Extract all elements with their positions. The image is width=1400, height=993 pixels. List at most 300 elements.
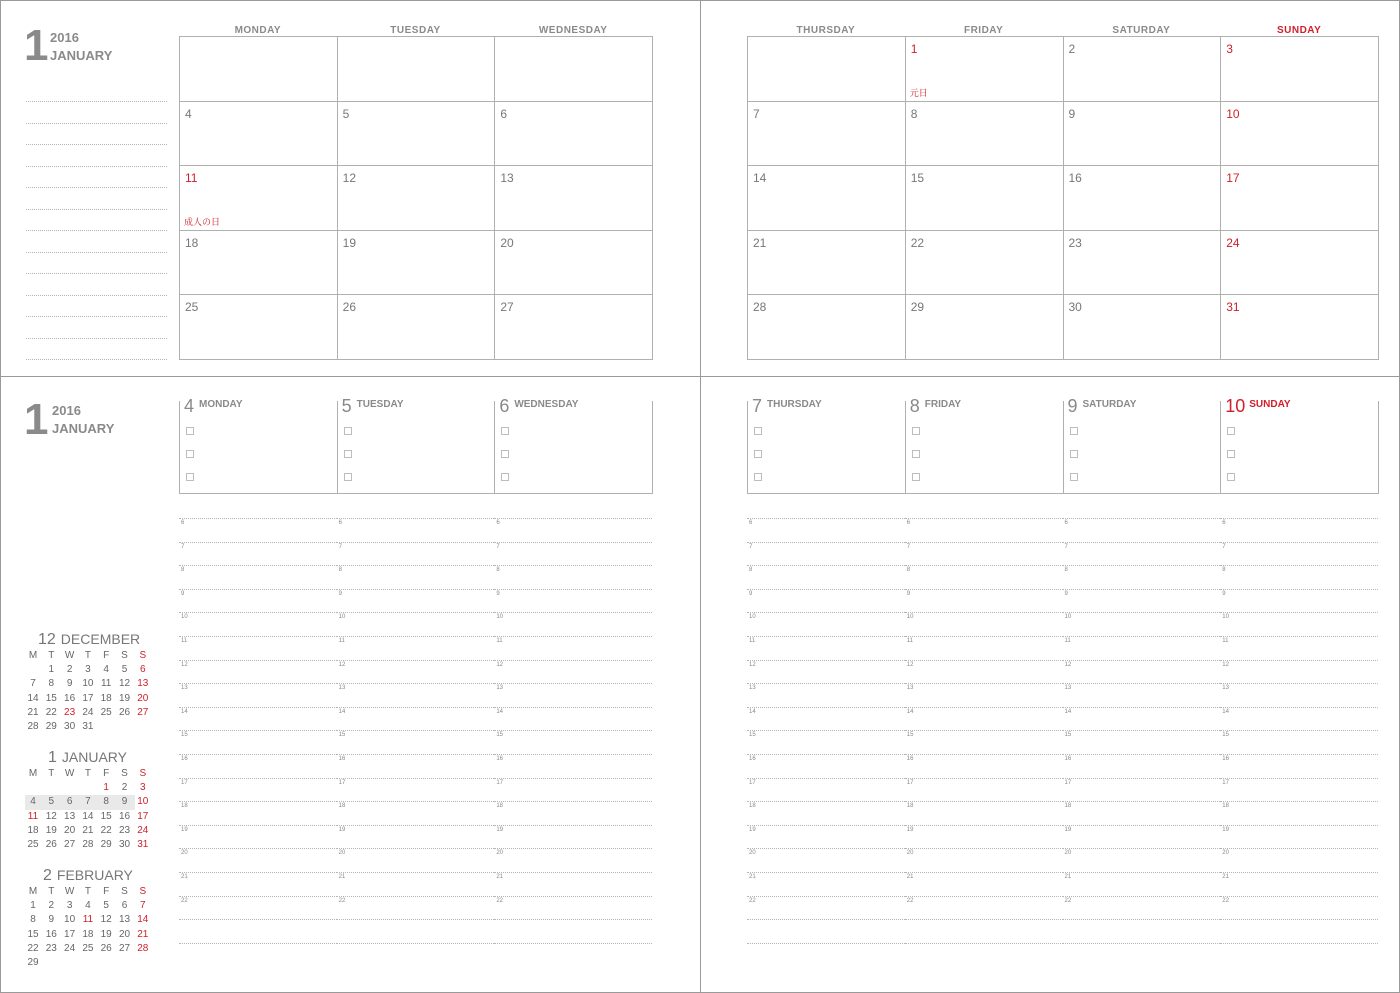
hour-label: 17: [338, 779, 346, 786]
hour-label: 16: [749, 756, 756, 762]
hour-line: [494, 919, 652, 920]
mini-day[interactable]: 11: [100, 678, 112, 690]
hour-line: [494, 848, 652, 849]
day-cell[interactable]: [338, 166, 496, 231]
mini-day[interactable]: 13: [118, 914, 131, 926]
hour-line: [747, 683, 905, 684]
hour-label: 15: [1222, 732, 1229, 739]
day-cell[interactable]: [338, 102, 496, 167]
mini-day[interactable]: 27: [137, 706, 149, 718]
mini-day[interactable]: 10: [137, 796, 149, 808]
note-line: [26, 359, 167, 360]
day-cell[interactable]: [495, 102, 653, 167]
hour-line: [1063, 660, 1221, 661]
mini-day[interactable]: 6: [66, 796, 73, 808]
hour-label: 14: [749, 708, 756, 715]
weekday-letter: W: [64, 886, 75, 897]
todo-checkbox[interactable]: [1227, 473, 1235, 481]
day-cell[interactable]: [180, 102, 338, 167]
hour-label: 7: [1064, 543, 1068, 550]
mini-day[interactable]: 14: [137, 914, 149, 926]
hour-line: [1220, 778, 1378, 779]
day-column-sunday: [1220, 396, 1378, 494]
day-cell[interactable]: [906, 295, 1064, 360]
day-cell[interactable]: [1064, 231, 1222, 296]
mini-day[interactable]: 25: [100, 706, 112, 718]
mini-day[interactable]: 22: [100, 824, 112, 836]
hour-label: 10: [338, 614, 346, 621]
mini-day[interactable]: 9: [66, 678, 73, 690]
hour-line: [337, 943, 495, 944]
mini-day[interactable]: 1: [30, 900, 36, 912]
hour-label: 21: [181, 874, 188, 880]
hour-label: 16: [1064, 756, 1072, 762]
day-number: 30: [1068, 300, 1082, 315]
day-cell[interactable]: [180, 295, 338, 360]
day-cell[interactable]: [495, 37, 653, 102]
todo-checkbox[interactable]: [501, 450, 509, 458]
column-divider: [179, 401, 180, 494]
hour-line: [747, 801, 905, 802]
hour-label: 21: [749, 874, 756, 880]
hour-line: [1220, 565, 1378, 566]
mini-day[interactable]: 27: [64, 839, 76, 850]
hour-label: 19: [1064, 826, 1072, 833]
hour-label: 13: [1222, 685, 1229, 692]
mini-day[interactable]: 8: [30, 914, 36, 926]
hour-label: 13: [181, 685, 188, 692]
hour-line: [1063, 778, 1221, 779]
mini-day[interactable]: 15: [100, 810, 112, 822]
day-number: 25: [185, 300, 199, 315]
day-name: SATURDAY: [1082, 399, 1137, 410]
weekday-letter: M: [28, 650, 38, 661]
mini-day[interactable]: 5: [121, 664, 128, 676]
day-column-wednesday: [494, 396, 652, 494]
day-cell[interactable]: [495, 166, 653, 231]
mini-day[interactable]: 21: [137, 928, 149, 940]
mini-day[interactable]: 16: [64, 692, 76, 704]
mini-day[interactable]: 1: [48, 664, 55, 676]
hour-label: 14: [1222, 708, 1229, 715]
mini-day[interactable]: 20: [118, 928, 131, 940]
hour-line: [905, 660, 1063, 661]
mini-day[interactable]: 7: [140, 900, 146, 912]
weekday-letter: S: [139, 768, 147, 779]
todo-checkbox[interactable]: [1227, 427, 1235, 435]
mini-day[interactable]: 29: [27, 957, 39, 968]
hour-label: 11: [181, 638, 188, 644]
todo-checkbox[interactable]: [186, 427, 194, 435]
day-cell[interactable]: [748, 295, 906, 360]
mini-day[interactable]: 14: [27, 692, 39, 704]
hour-label: 8: [181, 567, 185, 574]
mini-day[interactable]: 6: [121, 900, 128, 912]
hour-label: 10: [1222, 614, 1229, 621]
mini-day[interactable]: 15: [45, 692, 57, 704]
note-line: [26, 338, 167, 339]
day-cell[interactable]: [495, 231, 653, 296]
day-cell[interactable]: [906, 37, 1064, 102]
todo-checkbox[interactable]: [754, 450, 762, 458]
day-cell[interactable]: [1064, 166, 1222, 231]
mini-day[interactable]: 18: [82, 928, 94, 940]
mini-day[interactable]: 28: [82, 839, 94, 850]
mini-day[interactable]: 7: [30, 678, 36, 690]
note-line: [26, 187, 167, 188]
mini-day[interactable]: 13: [64, 810, 76, 822]
mini-day[interactable]: 20: [137, 692, 149, 704]
mini-day[interactable]: 26: [45, 839, 57, 850]
mini-day[interactable]: 24: [137, 824, 149, 836]
mini-day[interactable]: 5: [48, 796, 55, 808]
hour-line: [747, 778, 905, 779]
day-cell[interactable]: [1221, 166, 1379, 231]
note-line: [26, 209, 167, 210]
day-cell[interactable]: [748, 231, 906, 296]
mini-month-title: [43, 867, 133, 885]
hour-line: [1220, 825, 1378, 826]
mini-day[interactable]: 20: [64, 824, 76, 836]
hour-line: [905, 801, 1063, 802]
hour-label: 15: [496, 732, 504, 739]
mini-day[interactable]: 15: [27, 928, 39, 940]
mini-day[interactable]: 6: [140, 664, 146, 676]
weekday-letter: T: [84, 768, 91, 779]
day-number: 9: [1067, 396, 1078, 416]
mini-day[interactable]: 13: [137, 678, 149, 690]
day-header-friday: FRIDAY: [963, 25, 1004, 36]
hour-line: [1220, 612, 1378, 613]
hour-label: 21: [906, 874, 914, 880]
hour-label: 19: [181, 826, 188, 833]
day-cell[interactable]: [1221, 37, 1379, 102]
mini-day[interactable]: 2: [121, 782, 128, 794]
hour-line: [337, 730, 495, 731]
day-cell[interactable]: [1064, 102, 1222, 167]
hour-line: [905, 683, 1063, 684]
hour-line: [494, 683, 652, 684]
hour-label: 17: [1222, 779, 1229, 786]
holiday-label: 成人の日: [184, 216, 221, 227]
hour-line: [905, 612, 1063, 613]
todo-checkbox[interactable]: [186, 450, 194, 458]
day-name: THURSDAY: [767, 399, 822, 410]
hour-label: 19: [749, 826, 756, 833]
day-cell[interactable]: [338, 37, 496, 102]
mini-day[interactable]: 28: [27, 721, 39, 732]
hour-line: [494, 589, 652, 590]
todo-checkbox[interactable]: [754, 427, 762, 435]
day-number: 4: [184, 396, 195, 416]
day-header-sunday: SUNDAY: [1276, 25, 1322, 36]
hour-label: 6: [749, 520, 753, 526]
todo-checkbox[interactable]: [1070, 473, 1078, 481]
weekday-letter: S: [139, 650, 147, 661]
mini-month-number: 12: [38, 631, 56, 648]
hour-line: [337, 683, 495, 684]
hour-label: 8: [749, 567, 753, 574]
day-number: 23: [1068, 235, 1082, 250]
hour-label: 12: [1064, 661, 1072, 668]
hour-line: [337, 919, 495, 920]
mini-day[interactable]: 22: [27, 942, 39, 954]
todo-checkbox[interactable]: [344, 450, 352, 458]
mini-day[interactable]: 10: [82, 678, 94, 690]
day-cell[interactable]: [495, 295, 653, 360]
day-cell[interactable]: [180, 166, 338, 231]
mini-day[interactable]: 25: [82, 942, 94, 954]
mini-day[interactable]: 24: [64, 942, 76, 954]
day-name: TUESDAY: [356, 399, 404, 410]
day-cell[interactable]: [906, 102, 1064, 167]
day-cell[interactable]: [1221, 295, 1379, 360]
mini-day[interactable]: 21: [27, 706, 39, 718]
hour-line: [905, 754, 1063, 755]
hour-line: [1220, 801, 1378, 802]
mini-day[interactable]: 18: [100, 692, 112, 704]
hour-line: [905, 636, 1063, 637]
hour-line: [1063, 683, 1221, 684]
hour-line: [905, 518, 1063, 519]
weekday-letter: F: [103, 768, 110, 779]
hour-line: [179, 565, 337, 566]
column-divider: [1220, 401, 1221, 494]
mini-day[interactable]: 11: [27, 810, 39, 822]
hour-line: [1220, 589, 1378, 590]
mini-day[interactable]: 4: [85, 900, 91, 912]
hour-label: 9: [1222, 590, 1226, 597]
day-cell[interactable]: [906, 231, 1064, 296]
mini-day[interactable]: 17: [137, 810, 149, 822]
mini-day[interactable]: 26: [100, 942, 112, 954]
day-cell[interactable]: [180, 37, 338, 102]
day-cell[interactable]: [906, 166, 1064, 231]
day-name: WEDNESDAY: [514, 399, 579, 410]
day-header-wednesday: WEDNESDAY: [538, 25, 608, 36]
hour-label: 13: [338, 685, 346, 692]
hour-line: [494, 707, 652, 708]
hour-label: 8: [1064, 567, 1068, 574]
mini-day[interactable]: 29: [45, 721, 57, 732]
mini-day[interactable]: 10: [64, 914, 76, 926]
day-number: 7: [753, 106, 760, 121]
hour-line: [1063, 636, 1221, 637]
hour-label: 9: [338, 590, 342, 597]
mini-day[interactable]: 28: [137, 942, 149, 954]
mini-day[interactable]: 12: [100, 914, 112, 926]
hour-line: [905, 778, 1063, 779]
hour-label: 11: [338, 638, 345, 644]
hour-line: [747, 754, 905, 755]
hour-line: [337, 778, 495, 779]
hour-label: 22: [496, 897, 504, 904]
mini-day[interactable]: 22: [45, 706, 57, 718]
weekday-letter: W: [64, 768, 75, 779]
mini-day[interactable]: 30: [64, 721, 76, 732]
mini-day[interactable]: 25: [27, 839, 39, 850]
todo-checkbox[interactable]: [1070, 450, 1078, 458]
hour-label: 7: [906, 543, 911, 550]
day-cell[interactable]: [748, 37, 906, 102]
hour-line: [747, 518, 905, 519]
day-cell[interactable]: [1221, 102, 1379, 167]
day-number: 22: [910, 235, 925, 250]
mini-day[interactable]: 31: [82, 721, 94, 732]
mini-day[interactable]: 9: [48, 914, 55, 926]
note-line: [26, 123, 167, 124]
hour-label: 9: [749, 590, 753, 597]
day-number: 6: [499, 396, 510, 416]
day-cell[interactable]: [1064, 295, 1222, 360]
hour-line: [179, 612, 337, 613]
mini-day[interactable]: 3: [85, 664, 91, 676]
hour-line: [1063, 848, 1221, 849]
hour-line: [337, 612, 495, 613]
hour-line: [494, 636, 652, 637]
hour-line: [179, 518, 337, 519]
hour-label: 10: [496, 614, 504, 621]
mini-day[interactable]: 23: [45, 942, 57, 954]
hour-line: [179, 636, 337, 637]
day-column-saturday: [1063, 396, 1221, 494]
month-number-weekly: 1: [24, 395, 49, 444]
day-header-saturday: SATURDAY: [1112, 25, 1171, 36]
holiday-label: 元日: [909, 87, 928, 98]
mini-day[interactable]: 12: [45, 810, 57, 822]
hour-label: 10: [749, 614, 756, 621]
todo-checkbox[interactable]: [1227, 450, 1235, 458]
todo-checkbox[interactable]: [754, 473, 762, 481]
day-cell[interactable]: [748, 166, 906, 231]
mini-day[interactable]: 14: [82, 810, 94, 822]
mini-day[interactable]: 29: [100, 839, 112, 850]
hour-line: [337, 754, 495, 755]
mini-day[interactable]: 19: [100, 928, 112, 940]
hour-label: 15: [181, 732, 188, 739]
note-line: [26, 273, 167, 274]
mini-day[interactable]: 21: [82, 824, 94, 836]
day-cell[interactable]: [180, 231, 338, 296]
mini-day[interactable]: 12: [118, 678, 131, 690]
hour-line: [747, 919, 905, 920]
month-number: 1: [24, 21, 49, 70]
hour-line: [905, 730, 1063, 731]
todo-checkbox[interactable]: [912, 427, 920, 435]
day-number: 28: [753, 300, 767, 315]
mini-day[interactable]: 31: [137, 839, 149, 850]
hour-line: [179, 660, 337, 661]
hour-label: 11: [906, 638, 913, 644]
todo-checkbox[interactable]: [344, 473, 352, 481]
hour-line: [1063, 801, 1221, 802]
mini-day[interactable]: 11: [82, 914, 94, 926]
hour-label: 13: [749, 685, 756, 692]
todo-checkbox[interactable]: [912, 473, 920, 481]
mini-day[interactable]: 24: [82, 706, 94, 718]
mini-day[interactable]: 27: [118, 942, 131, 954]
mini-day[interactable]: 3: [140, 782, 146, 794]
hour-line: [179, 730, 337, 731]
day-number: 18: [185, 235, 199, 250]
hour-label: 18: [496, 803, 504, 810]
mini-calendar-december: [24, 650, 154, 740]
hour-line: [179, 872, 337, 873]
day-number: 16: [1068, 171, 1082, 186]
day-number: 5: [342, 106, 350, 121]
mini-day[interactable]: 2: [48, 900, 55, 912]
todo-checkbox[interactable]: [1070, 427, 1078, 435]
mini-day[interactable]: 9: [121, 796, 128, 808]
mini-day[interactable]: 19: [45, 824, 57, 836]
todo-checkbox[interactable]: [501, 427, 509, 435]
mini-day[interactable]: 7: [85, 796, 91, 808]
mini-day[interactable]: 17: [64, 928, 76, 940]
day-cell[interactable]: [748, 102, 906, 167]
mini-day[interactable]: 16: [45, 928, 57, 940]
hour-label: 16: [181, 756, 188, 762]
mini-day[interactable]: 18: [27, 824, 39, 836]
todo-checkbox[interactable]: [186, 473, 194, 481]
mini-day[interactable]: 3: [66, 900, 73, 912]
mini-day[interactable]: 4: [30, 796, 36, 808]
mini-day[interactable]: 16: [118, 810, 131, 822]
mini-day[interactable]: 4: [103, 664, 109, 676]
day-number: 19: [342, 235, 357, 250]
mini-day[interactable]: 5: [103, 900, 109, 912]
day-cell[interactable]: [1064, 37, 1222, 102]
weekday-letter: T: [48, 768, 55, 779]
mini-day[interactable]: 8: [103, 796, 109, 808]
hour-line: [905, 848, 1063, 849]
todo-checkbox[interactable]: [501, 473, 509, 481]
day-cell[interactable]: [338, 295, 496, 360]
hour-label: 21: [338, 874, 346, 880]
mini-day[interactable]: 23: [118, 824, 131, 836]
mini-day[interactable]: 8: [48, 678, 55, 690]
mini-day[interactable]: 19: [118, 692, 131, 704]
hour-line: [1220, 754, 1378, 755]
hour-label: 6: [1064, 520, 1068, 526]
hour-line: [1063, 754, 1221, 755]
todo-checkbox[interactable]: [344, 427, 352, 435]
hour-line: [1220, 730, 1378, 731]
hour-line: [337, 825, 495, 826]
hour-label: 22: [906, 897, 914, 904]
mini-day[interactable]: 23: [64, 706, 76, 718]
mini-day[interactable]: 30: [118, 839, 131, 850]
mini-day[interactable]: 2: [66, 664, 73, 676]
hour-label: 12: [338, 661, 346, 668]
day-cell[interactable]: [338, 231, 496, 296]
hour-label: 18: [181, 803, 188, 810]
hour-line: [1063, 707, 1221, 708]
hour-label: 17: [1064, 779, 1072, 786]
weekday-letter: S: [121, 768, 128, 779]
mini-day[interactable]: 17: [82, 692, 94, 704]
hour-line: [337, 589, 495, 590]
mini-day[interactable]: 1: [103, 782, 109, 794]
column-divider: [747, 401, 748, 494]
mini-day[interactable]: 26: [118, 706, 131, 718]
day-cell[interactable]: [1221, 231, 1379, 296]
day-number: 8: [909, 396, 920, 416]
todo-checkbox[interactable]: [912, 450, 920, 458]
day-number: 1: [910, 42, 918, 56]
hour-line: [905, 707, 1063, 708]
hour-label: 6: [906, 520, 911, 526]
hour-line: [1220, 707, 1378, 708]
